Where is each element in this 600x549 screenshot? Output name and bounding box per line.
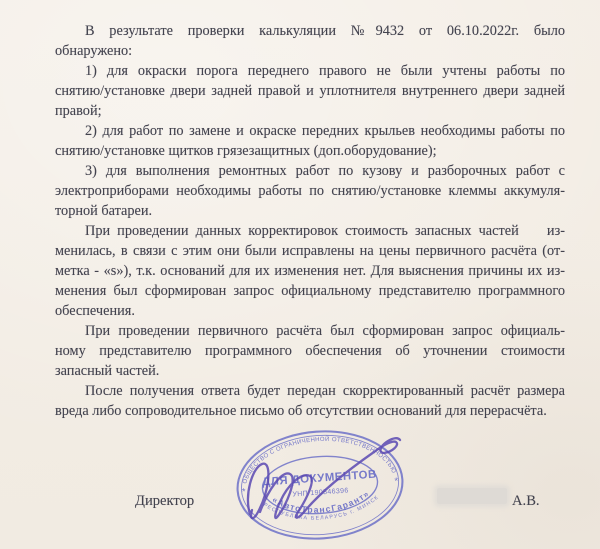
- paragraph: [55, 121, 565, 161]
- text-line: торной батареи.: [55, 203, 153, 219]
- text-line: При проведении первичного расчёта был сформирован запрос официаль-: [85, 323, 565, 339]
- text-line: обеспечения.: [55, 303, 135, 319]
- signer-role-label: Директор: [135, 493, 195, 509]
- text-line: электроприборами необходимы работы по снятию/установке клеммы аккумуля-: [55, 183, 565, 199]
- stamp-center-title: ДЛЯ ДОКУМЕНТОВ: [261, 468, 378, 489]
- text-line: обнаружено:: [55, 43, 133, 59]
- redacted-name-patch: [437, 488, 507, 504]
- document-body: [55, 21, 565, 421]
- stamp-company-name: «АвтоТрансГарант»: [270, 488, 372, 515]
- stamp-ring-bottom-text: РЕСПУБЛИКА БЕЛАРУСЬ г. МИНСК: [262, 494, 381, 522]
- text-line: правой;: [55, 103, 102, 119]
- stamp-unp-number: УНП 190546396: [292, 487, 349, 499]
- paragraph: [55, 161, 565, 221]
- paragraph: [55, 381, 565, 421]
- text-line: менения был сформирован запрос официальному представителю программного: [55, 283, 565, 299]
- handwritten-signature-icon: [226, 424, 410, 530]
- paragraph: [55, 221, 565, 321]
- text-line: метка - «s»), т.к. оснований для их изменения нет. Для выяснения причины их из-: [55, 263, 565, 279]
- stamp-ring-top-text: ОБЩЕСТВО С ОГРАНИЧЕННОЙ ОТВЕТСТВЕННОСТЬЮ: [242, 436, 397, 485]
- text-line: 1) для окраски порога переднего правого не были учтены работы по: [85, 63, 565, 79]
- text-line: менилась, в связи с этим они были исправлены на цены первичного расчёта (от-: [55, 243, 565, 259]
- signer-initials: А.В.: [512, 493, 540, 509]
- text-line: ному представителю программного обеспечения об уточнении стоимости: [55, 343, 565, 359]
- text-line: 3) для выполнения ремонтных работ по кузову и разборочных работ с: [85, 163, 565, 179]
- text-line: вреда либо сопроводительное письмо об отсутствии оснований для перерасчёта.: [55, 403, 547, 419]
- stamp-left-asterisk-icon: *: [241, 486, 246, 498]
- text-line: запасный частей.: [55, 363, 160, 379]
- text-line: 2) для работ по замене и окраске передних крыльев необходимы работы по: [85, 123, 565, 139]
- text-line: В результате проверки калькуляции №9432 от 06.10.2022г. было: [85, 23, 565, 39]
- paragraph: [55, 321, 565, 381]
- text-line: снятию/установке двери задней правой и уплотнителя внутреннего двери задней: [55, 83, 565, 99]
- text-line: снятию/установке щитков грязезащитных (доп.оборудование);: [55, 143, 437, 159]
- paragraph: [55, 61, 565, 121]
- paragraph: [55, 21, 565, 61]
- text-line: После получения ответа будет передан скорректированный расчёт размера: [85, 383, 565, 399]
- stamp-right-asterisk-icon: *: [394, 475, 399, 488]
- text-line: При проведении данных корректировок стоимость запасных частей из-: [85, 223, 565, 239]
